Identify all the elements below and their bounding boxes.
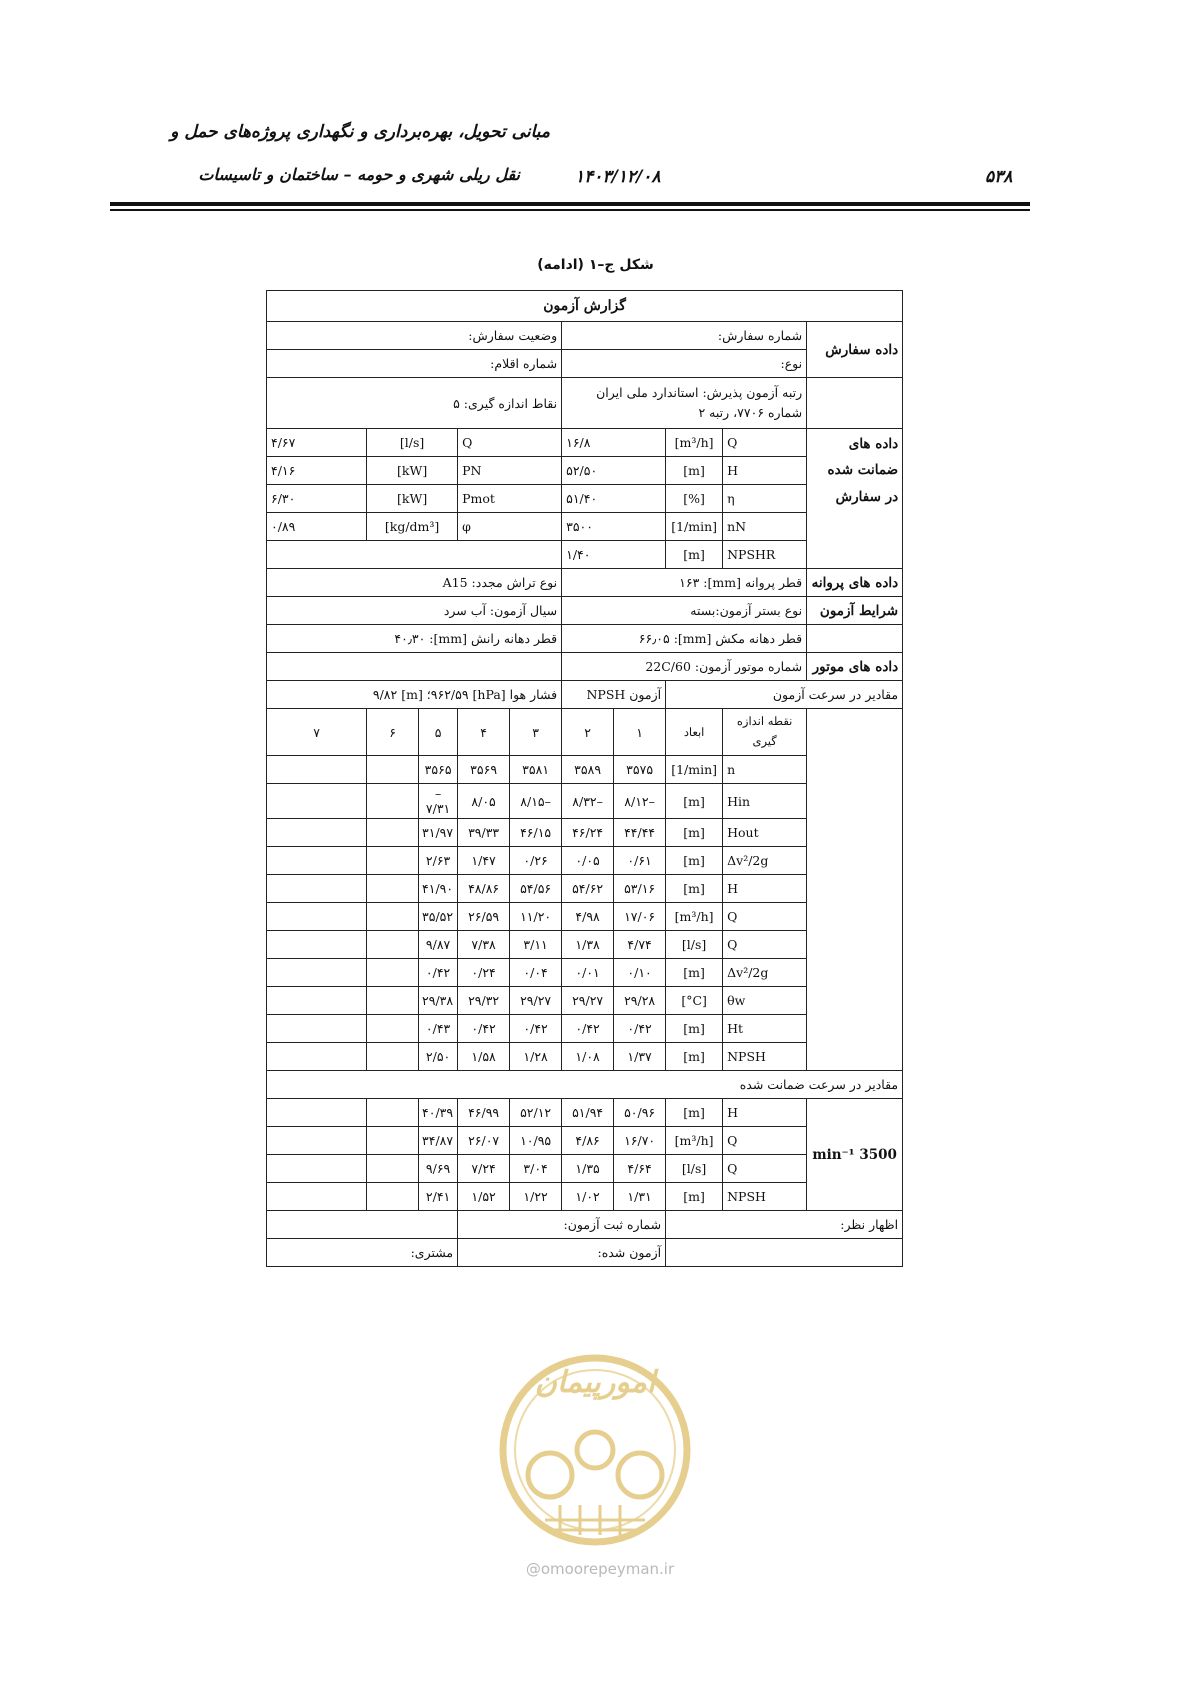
data-cell: ۳۵۶۵ [419, 756, 458, 784]
row-symbol: θw [723, 987, 807, 1015]
data-cell: ۰/۴۲ [419, 959, 458, 987]
test-fluid: سیال آزمون: آب سرد [267, 597, 562, 625]
col-head-6: ۶ [367, 709, 419, 756]
g-unit-m: [m] [666, 457, 723, 485]
data-cell [367, 1155, 419, 1183]
g-unit-ls: [l/s] [367, 429, 458, 457]
data-cell: ۳۵۷۵ [614, 756, 666, 784]
data-cell [267, 1015, 367, 1043]
impeller-trim: نوع تراش مجدد: A15 [267, 569, 562, 597]
data-cell: ۰/۴۲ [458, 1015, 510, 1043]
customer-label: مشتری: [267, 1239, 458, 1267]
comment-label: اظهار نظر: [666, 1211, 903, 1239]
data-cell: ۵۴/۵۶ [510, 875, 562, 903]
data-cell: ۱/۳۵ [562, 1155, 614, 1183]
data-cell: ۴۰/۳۹ [419, 1099, 458, 1127]
data-cell: ۱۷/۰۶ [614, 903, 666, 931]
data-cell [267, 1183, 367, 1211]
data-cell [267, 875, 367, 903]
data-cell: ۳۱/۹۷ [419, 819, 458, 847]
data-cell: ۴۴/۴۴ [614, 819, 666, 847]
seal-text: امورپیمان [534, 1365, 656, 1400]
data-cell: ۱/۲۸ [510, 1043, 562, 1071]
row-unit: [m] [666, 959, 723, 987]
empty-cell [267, 541, 562, 569]
data-cell [367, 847, 419, 875]
g-unit-m: [m] [666, 541, 723, 569]
data-cell: ۲۹/۲۷ [562, 987, 614, 1015]
data-cell: ۰/۲۴ [458, 959, 510, 987]
row-symbol: Q [723, 1155, 807, 1183]
data-cell [367, 959, 419, 987]
data-cell: ۱/۳۸ [562, 931, 614, 959]
data-cell [267, 1099, 367, 1127]
guaranteed-speed-label: مقادیر در سرعت ضمانت شده [267, 1071, 903, 1099]
col-head-5: ۵ [419, 709, 458, 756]
row-symbol: Δv²/2g [723, 959, 807, 987]
tested-by-label: آزمون شده: [458, 1239, 666, 1267]
g-unit-rpm: [1/min] [666, 513, 723, 541]
g-sym-pmot: Pmot [458, 485, 562, 513]
page-number: ۵۳۸ [985, 167, 1013, 187]
data-cell: ۲/۴۱ [419, 1183, 458, 1211]
data-cell [267, 784, 367, 819]
data-cell: ۳۹/۳۳ [458, 819, 510, 847]
data-cell: ۵۱/۹۴ [562, 1099, 614, 1127]
header-rule-thin [110, 209, 1030, 211]
data-cell: ۱۱/۲۰ [510, 903, 562, 931]
g-val: ۱۶/۸ [562, 429, 666, 457]
g-unit-pct: [%] [666, 485, 723, 513]
g-unit-density: [kg/dm³] [367, 513, 458, 541]
table-row [267, 1099, 903, 1127]
data-cell: ۲۹/۲۸ [614, 987, 666, 1015]
item-number-label: شماره اقلام: [267, 350, 562, 378]
data-cell: ۴/۹۸ [562, 903, 614, 931]
data-cell: ۱/۲۲ [510, 1183, 562, 1211]
data-cell [267, 931, 367, 959]
data-cell: ۱/۵۸ [458, 1043, 510, 1071]
data-cell [367, 1127, 419, 1155]
data-cell [367, 1043, 419, 1071]
row-unit: [1/min] [666, 756, 723, 784]
data-cell: ۴/۷۴ [614, 931, 666, 959]
test-bed: نوع بستر آزمون:بسته [562, 597, 807, 625]
empty-cell [807, 709, 903, 1071]
discharge-diameter: قطر دهانه رانش [mm]: ۴۰٫۳۰ [267, 625, 562, 653]
g-val: ۴/۶۷ [267, 429, 367, 457]
order-status-label: وضعیت سفارش: [267, 322, 562, 350]
data-cell: ۸/۰۵ [458, 784, 510, 819]
data-cell: ۴۶/۹۹ [458, 1099, 510, 1127]
impeller-diameter: قطر پروانه [mm]: ۱۶۳ [562, 569, 807, 597]
col-head-1: ۱ [614, 709, 666, 756]
reg-number-label: شماره ثبت آزمون: [458, 1211, 666, 1239]
col-head-4: ۴ [458, 709, 510, 756]
row-symbol: H [723, 1099, 807, 1127]
col-head-7: ۷ [267, 709, 367, 756]
data-cell: ۰/۰۱ [562, 959, 614, 987]
section-conditions: شرایط آزمون [807, 597, 903, 625]
data-cell [367, 875, 419, 903]
row-unit: [m] [666, 1183, 723, 1211]
data-cell: ۱۰/۹۵ [510, 1127, 562, 1155]
data-cell: ۳۴/۸۷ [419, 1127, 458, 1155]
g-unit-m3h: [m³/h] [666, 429, 723, 457]
g-val: ۵۱/۴۰ [562, 485, 666, 513]
row-unit: [m] [666, 1043, 723, 1071]
test-speed-label: مقادیر در سرعت آزمون [666, 681, 903, 709]
g-unit-kw: [kW] [367, 457, 458, 485]
row-symbol: Q [723, 1127, 807, 1155]
data-cell [367, 931, 419, 959]
row-unit: [m³/h] [666, 903, 723, 931]
data-cell: ۲۹/۲۷ [510, 987, 562, 1015]
g-val: ۵۲/۵۰ [562, 457, 666, 485]
data-cell [367, 784, 419, 819]
row-symbol: NPSH [723, 1043, 807, 1071]
guaranteed-speed-value: 3500 min⁻¹ [807, 1099, 903, 1211]
data-cell [367, 756, 419, 784]
row-unit: [m] [666, 1015, 723, 1043]
data-cell: ۵۲/۱۲ [510, 1099, 562, 1127]
row-symbol: Q [723, 931, 807, 959]
row-unit: [m] [666, 819, 723, 847]
data-cell: ۲/۵۰ [419, 1043, 458, 1071]
data-cell: ۹/۸۷ [419, 931, 458, 959]
g-sym-eta: η [723, 485, 807, 513]
data-cell [267, 847, 367, 875]
data-cell: ۷/۲۴ [458, 1155, 510, 1183]
data-cell: ۰/۰۴ [510, 959, 562, 987]
data-cell: –۷/۳۱ [419, 784, 458, 819]
section-order: داده سفارش [807, 322, 903, 378]
row-unit: [m] [666, 875, 723, 903]
data-cell [367, 1099, 419, 1127]
measure-points: نقاط اندازه گیری: ۵ [267, 378, 562, 429]
data-cell: ۱/۴۷ [458, 847, 510, 875]
data-cell: ۱/۰۲ [562, 1183, 614, 1211]
watermark-site: @omoorepeyman.ir [525, 1560, 675, 1578]
watermark-seal-icon [490, 1330, 700, 1560]
g-unit-kw: [kW] [367, 485, 458, 513]
data-cell: ۲۶/۰۷ [458, 1127, 510, 1155]
section-impeller: داده های پروانه [807, 569, 903, 597]
data-cell: ۰/۲۶ [510, 847, 562, 875]
data-cell: ۴۶/۱۵ [510, 819, 562, 847]
data-cell [267, 1127, 367, 1155]
data-cell: ۳۵۸۹ [562, 756, 614, 784]
data-cell [367, 903, 419, 931]
motor-number: شماره موتور آزمون: 22C/60 [562, 653, 807, 681]
data-cell: ۰/۰۵ [562, 847, 614, 875]
data-cell: ۵۴/۶۲ [562, 875, 614, 903]
g-sym-h: H [723, 457, 807, 485]
data-cell: ۲۶/۵۹ [458, 903, 510, 931]
g-val: ۰/۸۹ [267, 513, 367, 541]
section-guarantee: داده های ضمانت شده در سفارش [807, 429, 903, 569]
test-report-table [266, 290, 903, 1267]
book-title: مبانی تحویل، بهره‌برداری و نگهداری پروژه‌های حمل و [170, 122, 550, 142]
data-cell: –۸/۱۵ [510, 784, 562, 819]
data-cell [367, 987, 419, 1015]
row-unit: [l/s] [666, 931, 723, 959]
header-rule-thick [110, 202, 1030, 206]
data-cell: ۳۵۶۹ [458, 756, 510, 784]
data-cell: ۱/۳۱ [614, 1183, 666, 1211]
empty-cell [807, 625, 903, 653]
row-symbol: Hin [723, 784, 807, 819]
data-cell [267, 987, 367, 1015]
data-cell: ۲/۶۳ [419, 847, 458, 875]
data-cell: ۷/۳۸ [458, 931, 510, 959]
g-val: ۶/۳۰ [267, 485, 367, 513]
data-cell: ۲۹/۳۸ [419, 987, 458, 1015]
empty-cell [807, 378, 903, 429]
row-symbol: H [723, 875, 807, 903]
data-cell: ۱/۵۲ [458, 1183, 510, 1211]
g-sym-pn: PN [458, 457, 562, 485]
data-cell: ۰/۴۳ [419, 1015, 458, 1043]
data-cell [367, 1015, 419, 1043]
acceptance-grade: رتبه آزمون پذیرش: استاندارد ملی ایران شماره ۷۷۰۶، رتبه ۲ [562, 378, 807, 429]
empty-cell [267, 1211, 458, 1239]
order-number-label: شماره سفارش: [562, 322, 807, 350]
data-cell: ۳۵۸۱ [510, 756, 562, 784]
data-cell: ۵۰/۹۶ [614, 1099, 666, 1127]
data-cell: ۱/۰۸ [562, 1043, 614, 1071]
data-cell: ۳/۰۴ [510, 1155, 562, 1183]
col-head-dim: ابعاد [666, 709, 723, 756]
data-cell: ۴/۶۴ [614, 1155, 666, 1183]
air-pressure: فشار هوا [hPa] ۹۶۲/۵۹؛ [m] ۹/۸۲ [267, 681, 562, 709]
g-val: ۴/۱۶ [267, 457, 367, 485]
empty-cell [666, 1239, 903, 1267]
row-unit: [m³/h] [666, 1127, 723, 1155]
data-cell: ۴۸/۸۶ [458, 875, 510, 903]
col-head-2: ۲ [562, 709, 614, 756]
data-cell [267, 959, 367, 987]
g-sym-phi: φ [458, 513, 562, 541]
data-cell [367, 1183, 419, 1211]
data-cell: ۳۵/۵۲ [419, 903, 458, 931]
npsh-test-label: آزمون NPSH [562, 681, 666, 709]
col-head-point: نقطه اندازه گیری [723, 709, 807, 756]
data-cell: ۱۶/۷۰ [614, 1127, 666, 1155]
data-cell [267, 903, 367, 931]
row-symbol: Ht [723, 1015, 807, 1043]
data-cell [267, 1043, 367, 1071]
row-unit: [m] [666, 847, 723, 875]
row-symbol: NPSH [723, 1183, 807, 1211]
header-date: ۱۴۰۳/۱۲/۰۸ [575, 167, 661, 187]
figure-caption: شکل ج–۱ (ادامه) [537, 257, 654, 273]
data-cell: ۲۹/۳۲ [458, 987, 510, 1015]
g-sym-npshr: NPSHR [723, 541, 807, 569]
data-cell: ۰/۴۲ [614, 1015, 666, 1043]
data-cell [267, 819, 367, 847]
data-cell: ۰/۴۲ [562, 1015, 614, 1043]
data-cell [267, 1155, 367, 1183]
data-cell: ۰/۴۲ [510, 1015, 562, 1043]
report-title: گزارش آزمون [267, 291, 903, 322]
g-sym-q-ls: Q [458, 429, 562, 457]
data-cell: ۹/۶۹ [419, 1155, 458, 1183]
col-head-3: ۳ [510, 709, 562, 756]
row-symbol: n [723, 756, 807, 784]
row-symbol: Hout [723, 819, 807, 847]
suction-diameter: قطر دهانه مکش [mm]: ۶۶٫۰۵ [562, 625, 807, 653]
data-cell [367, 819, 419, 847]
data-cell: ۴/۸۶ [562, 1127, 614, 1155]
g-val: ۳۵۰۰ [562, 513, 666, 541]
g-sym-nn: nN [723, 513, 807, 541]
empty-cell [267, 653, 562, 681]
row-symbol: Q [723, 903, 807, 931]
data-cell: ۴۱/۹۰ [419, 875, 458, 903]
g-val: ۱/۴۰ [562, 541, 666, 569]
type-label: نوع: [562, 350, 807, 378]
data-cell: –۸/۳۲ [562, 784, 614, 819]
row-unit: [m] [666, 1099, 723, 1127]
data-cell: ۴۶/۲۴ [562, 819, 614, 847]
data-cell: ۰/۶۱ [614, 847, 666, 875]
data-cell: ۳/۱۱ [510, 931, 562, 959]
row-unit: [m] [666, 784, 723, 819]
data-cell: ۵۳/۱۶ [614, 875, 666, 903]
data-cell: ۱/۳۷ [614, 1043, 666, 1071]
data-cell: ۰/۱۰ [614, 959, 666, 987]
data-cell [267, 756, 367, 784]
g-sym-q: Q [723, 429, 807, 457]
row-symbol: Δv²/2g [723, 847, 807, 875]
section-motor: داده های موتور [807, 653, 903, 681]
row-unit: [l/s] [666, 1155, 723, 1183]
row-unit: [°C] [666, 987, 723, 1015]
book-subtitle: نقل ریلی شهری و حومه – ساختمان و تاسیسات [198, 165, 520, 184]
data-cell: –۸/۱۲ [614, 784, 666, 819]
